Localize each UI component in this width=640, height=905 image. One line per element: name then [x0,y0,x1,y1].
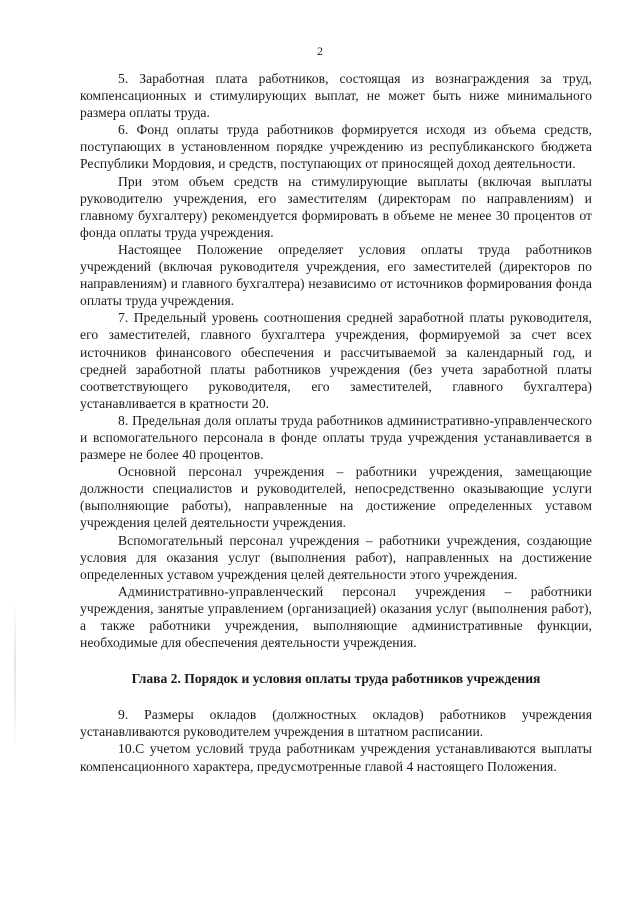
chapter-heading: Глава 2. Порядок и условия оплаты труда работников учреждения [131,671,541,687]
paragraph-main-staff: Основной персонал учреждения – работники учреждения, замещающие должности специалистов и руководителей, непосредственно оказывающие услуги (выполняющие работы), направленные на достижение определенных уставом учреждения целей деятельности учреждения. [80,464,592,531]
paragraph-admin-staff: Административно-управленческий персонал учреждения – работники учреждения, занятые управлением (организацией) оказания услуг (выполнения работ), а также работники учреждения, выполняющие административные функции, необходимые для обеспечения деятельности учреждения. [80,583,592,651]
scan-artifact [14,598,16,748]
paragraph-regulation-scope: Настоящее Положение определяет условия оплаты труда работников учреждений (включая руководителя учреждения, его заместителей (директоров по направлениям) и главного бухгалтера) независимо от источников формирования фонда оплаты труда учреждения. [80,241,592,309]
paragraph-item-8: 8. Предельная доля оплаты труда работников административно-управленческого и вспомогательного персонала в фонде оплаты труда учреждения устанавливается в размере не более 40 процентов. [80,412,592,463]
page-number: 2 [317,44,323,58]
paragraph-item-5: 5. Заработная плата работников, состоящая из вознаграждения за труд, компенсационных и стимулирующих выплат, не может быть ниже минимального размера оплаты труда. [80,71,592,121]
paragraph-item-10: 10.С учетом условий труда работникам учреждения устанавливаются выплаты компенсационного характера, предусмотренные главой 4 настоящего Положения. [80,741,592,774]
document-body [80,70,592,775]
paragraph-item-7: 7. Предельный уровень соотношения средней заработной платы руководителя, его заместителей, главного бухгалтера учреждения, формируемой за счет всех источников финансового обеспечения и рассчитываемой за календарный год, и средней заработной платы работников учреждения (без учета заработной платы соответствующего руководителя, его заместителей, главного бухгалтера) устанавливается в кратности 20. [80,310,592,411]
paragraph-item-6: 6. Фонд оплаты труда работников формируется исходя из объема средств, поступающих в установленном порядке учреждению из республиканского бюджета Республики Мордовия, и средств, поступающих от приносящей доход деятельности. [80,122,592,172]
paragraph-item-9: 9. Размеры окладов (должностных окладов) работников учреждения устанавливаются руководителем учреждения в штатном расписании. [80,707,592,740]
paragraph-stimulating-payments: При этом объем средств на стимулирующие выплаты (включая выплаты руководителю учреждения, его заместителям (директорам по направлениям) и главному бухгалтеру) рекомендуется формировать в объеме не менее 30 процентов от фонда оплаты труда учреждения. [80,173,592,240]
paragraph-support-staff: Вспомогательный персонал учреждения – работники учреждения, создающие условия для оказания услуг (выполнения работ), направленных на достижение определенных уставом учреждения целей деятельности этого учреждения. [80,532,592,582]
